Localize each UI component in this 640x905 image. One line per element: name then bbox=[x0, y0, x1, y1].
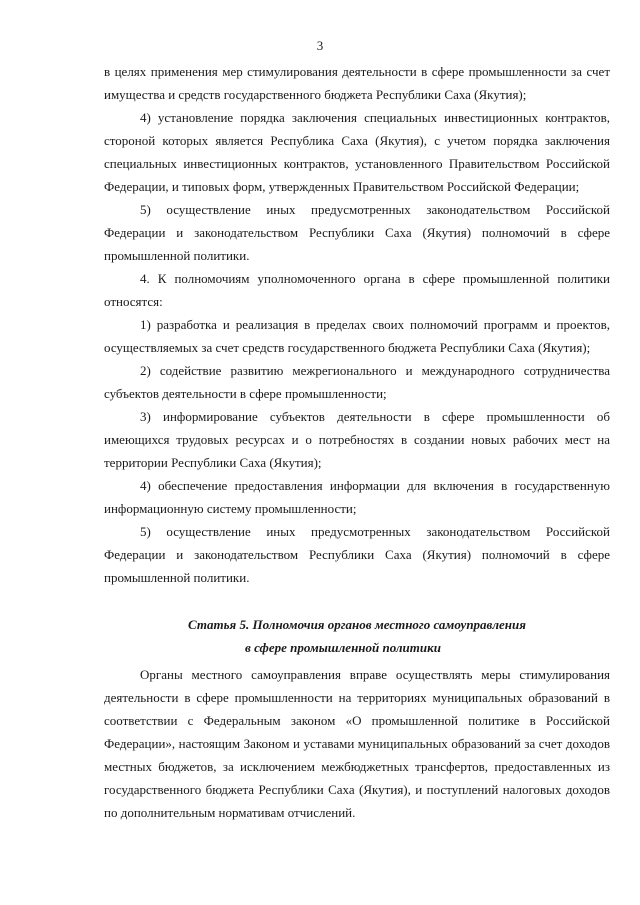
paragraph-item-5-other-powers: 5) осуществление иных предусмотренных законодательством Российской Федерации и законодательством Республики Саха (Якутия) полномочий в сфере промышленной политики. bbox=[104, 202, 610, 263]
paragraph-continuation: в целях применения мер стимулирования деятельности в сфере промышленности за счет имущества и средств государственного бюджета Республики Саха (Якутия); bbox=[104, 64, 610, 102]
article-5-heading bbox=[104, 613, 610, 659]
article-5-body: Органы местного самоуправления вправе осуществлять меры стимулирования деятельности в сфере промышленности на территориях муниципальных образований в соответствии с Федеральным законом «О промышленной политике в Российской Федерации», настоящим Законом и уставами муниципальных образований за счет доходов местных бюджетов, за исключением межбюджетных трансфертов, предоставленных из государственного бюджета Республики Саха (Якутия), и поступлений налоговых доходов по дополнительным нормативам отчислений. bbox=[104, 667, 610, 820]
paragraph-item-4-information-system: 4) обеспечение предоставления информации для включения в государственную информационную систему промышленности; bbox=[104, 478, 610, 516]
paragraph-item-5-other-powers-final: 5) осуществление иных предусмотренных законодательством Российской Федерации и законодательством Республики Саха (Якутия) полномочий в сфере промышленной политики. bbox=[104, 524, 610, 585]
paragraph-item-1-programs-and-projects: 1) разработка и реализация в пределах своих полномочий программ и проектов, осуществляемых за счет средств государственного бюджета Республики Саха (Якутия); bbox=[104, 317, 610, 355]
paragraph-item-3-informing: 3) информирование субъектов деятельности в сфере промышленности об имеющихся трудовых ресурсах и о потребностях в создании новых рабочих мест на территории Республики Саха (Якутия); bbox=[104, 409, 610, 470]
article-5-heading-line-2: в сфере промышленной политики bbox=[245, 640, 441, 655]
paragraph-item-2-cooperation: 2) содействие развитию межрегионального и международного сотрудничества субъектов деятельности в сфере промышленности; bbox=[104, 363, 610, 401]
paragraph-section-4-authorized-body-powers: 4. К полномочиям уполномоченного органа в сфере промышленной политики относятся: bbox=[104, 271, 610, 309]
page-number: 3 bbox=[316, 38, 324, 53]
paragraph-item-4-special-investment-contracts: 4) установление порядка заключения специальных инвестиционных контрактов, стороной которых является Республика Саха (Якутия), с учетом порядка заключения специальных инвестиционных контрактов, установленного Правительством Российской Федерации, и типовых форм, утвержденных Правительством Российской Федерации; bbox=[104, 110, 610, 194]
document-body bbox=[104, 60, 610, 824]
article-5-heading-line-1: Статья 5. Полномочия органов местного самоуправления bbox=[188, 617, 526, 632]
